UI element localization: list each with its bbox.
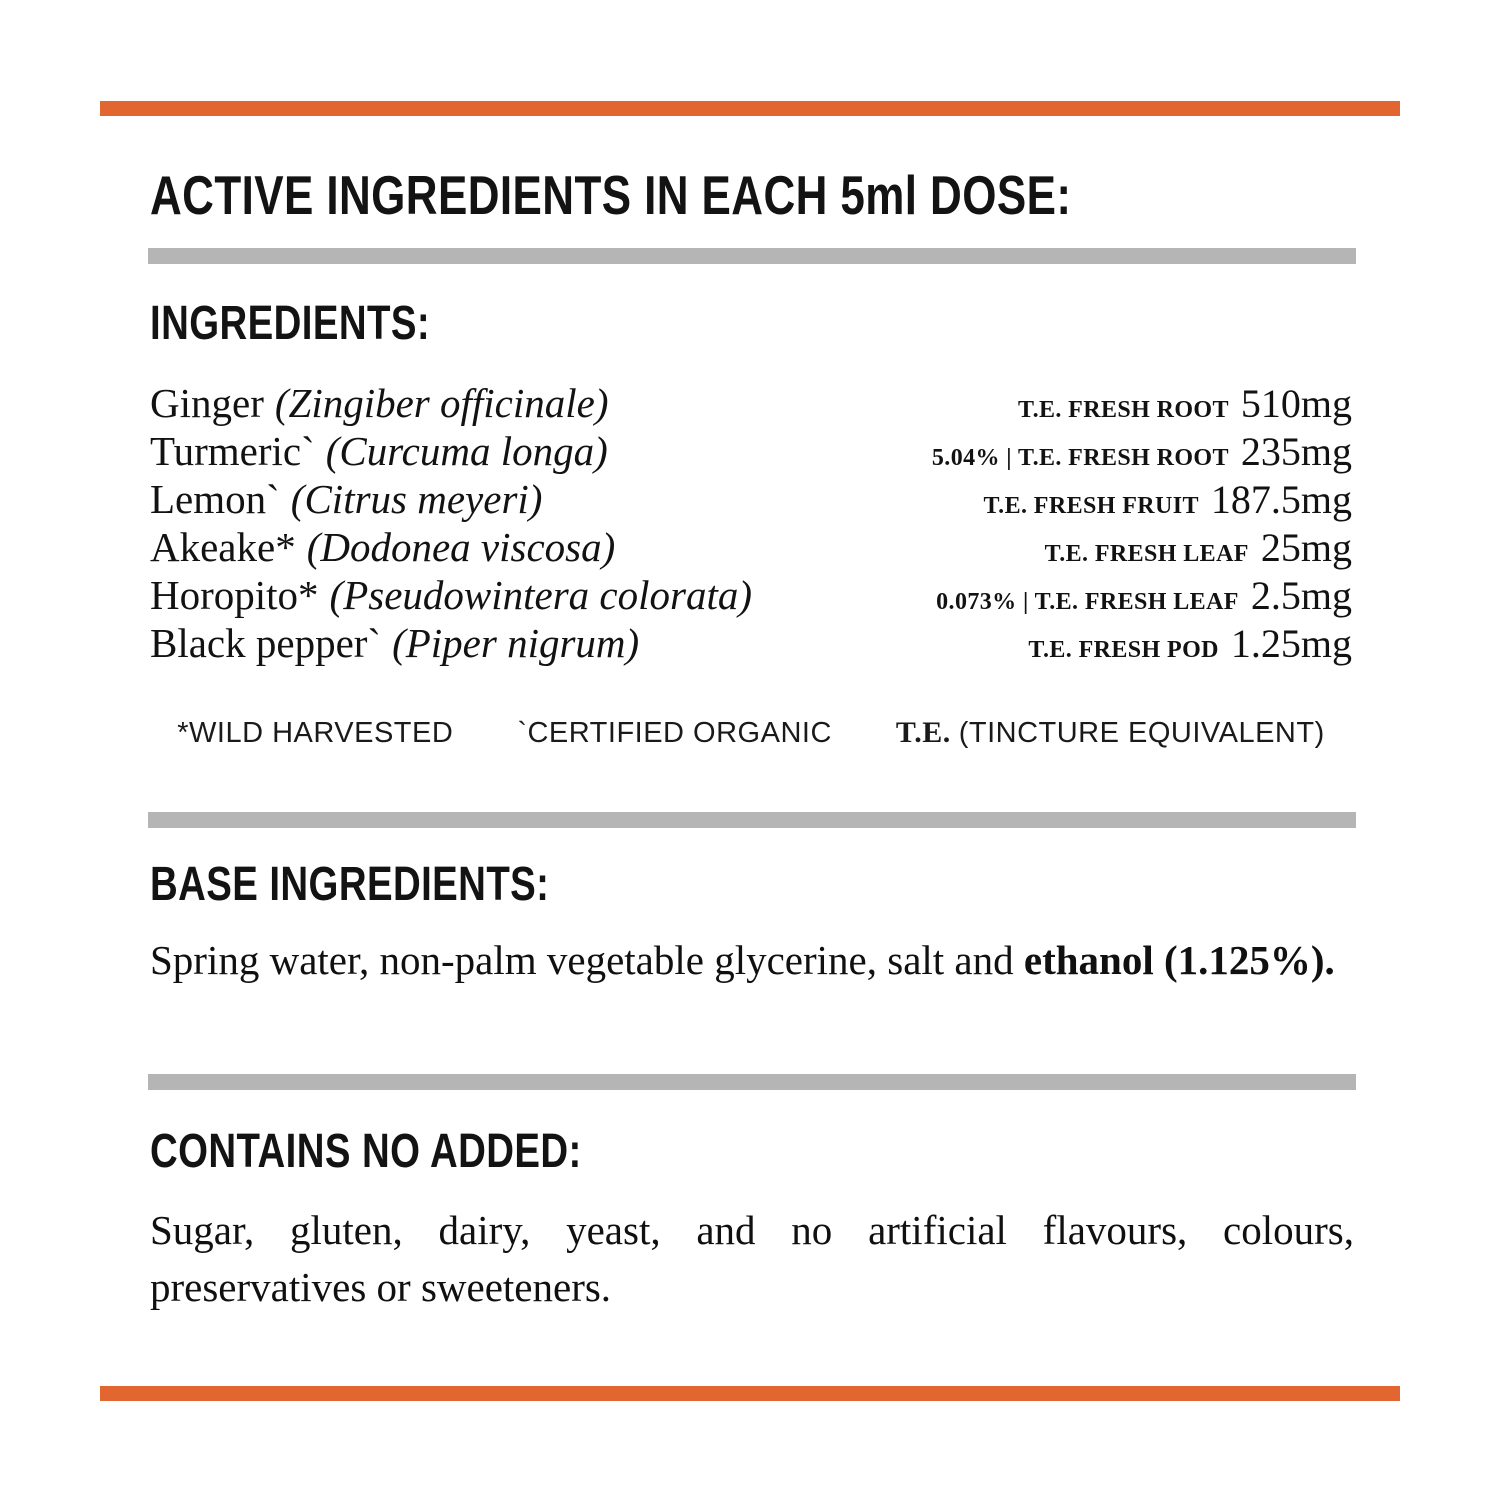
ingredient-amount: 510mg <box>1240 381 1352 426</box>
ingredient-value <box>936 572 1352 619</box>
ingredient-common-name: Black pepper` <box>150 620 382 666</box>
ingredient-equivalent-label: T.E. FRESH ROOT <box>1017 397 1229 423</box>
ingredient-name <box>150 379 609 427</box>
ingredient-name <box>150 571 752 619</box>
ingredient-amount: 1.25mg <box>1230 621 1352 666</box>
ingredient-common-name: Akeake* <box>150 524 296 570</box>
section-divider <box>148 248 1356 264</box>
ingredient-amount: 2.5mg <box>1250 573 1352 618</box>
ingredient-value <box>932 428 1352 475</box>
base-ingredients-title: BASE INGREDIENTS: <box>150 858 550 911</box>
contains-no-added-text: Sugar, gluten, dairy, yeast, and no artificial flavours, colours, preservatives or sweeteners. <box>150 1207 1354 1310</box>
contains-no-added-title: CONTAINS NO ADDED: <box>150 1125 582 1178</box>
ingredient-row-akeake <box>150 523 1352 571</box>
active-ingredients-title: ACTIVE INGREDIENTS IN EACH 5ml DOSE: <box>150 164 1072 226</box>
ingredient-botanical-name: (Dodonea viscosa) <box>306 524 616 570</box>
ingredient-row-ginger <box>150 379 1352 427</box>
ingredient-legend <box>150 716 1352 750</box>
legend-te-full: (TINCTURE EQUIVALENT) <box>958 717 1325 749</box>
legend-wild-harvested: *WILD HARVESTED <box>177 717 454 749</box>
ingredients-title: INGREDIENTS: <box>150 297 431 350</box>
ingredient-name <box>150 619 639 667</box>
ingredient-equivalent-label: T.E. FRESH FRUIT <box>983 493 1199 519</box>
bottom-accent-bar <box>100 1386 1400 1401</box>
ingredient-row-turmeric <box>150 427 1352 475</box>
ingredient-list <box>150 379 1352 667</box>
section-divider <box>148 1074 1356 1090</box>
ingredient-botanical-name: (Pseudowintera colorata) <box>329 572 753 618</box>
ingredient-common-name: Lemon` <box>150 476 280 522</box>
legend-certified-organic: `CERTIFIED ORGANIC <box>517 717 832 749</box>
legend-tincture-equivalent <box>896 716 1325 750</box>
ingredient-row-lemon <box>150 475 1352 523</box>
ingredient-value <box>1018 380 1352 427</box>
top-accent-bar <box>100 101 1400 116</box>
ingredient-common-name: Ginger <box>150 380 264 426</box>
ingredient-equivalent-label: 0.073% | T.E. FRESH LEAF <box>936 589 1239 615</box>
ingredient-common-name: Horopito* <box>150 572 319 618</box>
legend-te-abbr: T.E. <box>895 716 951 749</box>
ingredient-equivalent-label: T.E. FRESH LEAF <box>1044 541 1249 567</box>
ingredient-name <box>150 475 542 523</box>
section-divider <box>148 812 1356 828</box>
ingredient-equivalent-label: 5.04% | T.E. FRESH ROOT <box>931 445 1229 471</box>
ingredient-name <box>150 523 615 571</box>
ingredient-amount: 187.5mg <box>1210 477 1352 522</box>
ingredient-name <box>150 427 608 475</box>
ingredient-botanical-name: (Curcuma longa) <box>325 428 608 474</box>
ingredient-row-horopito <box>150 571 1352 619</box>
ingredient-value <box>1028 620 1352 667</box>
base-ingredients-text <box>150 932 1354 989</box>
ingredient-amount: 235mg <box>1240 429 1352 474</box>
ingredient-equivalent-label: T.E. FRESH POD <box>1028 637 1219 663</box>
ingredient-botanical-name: (Piper nigrum) <box>392 620 640 666</box>
ingredient-value <box>1045 524 1352 571</box>
ingredient-botanical-name: (Zingiber officinale) <box>274 380 609 426</box>
ingredient-value <box>984 476 1352 523</box>
ingredient-botanical-name: (Citrus meyeri) <box>290 476 543 522</box>
ingredient-row-black-pepper <box>150 619 1352 667</box>
base-ingredients-regular: Spring water, non-palm vegetable glycerine, salt and <box>150 937 1024 983</box>
ingredient-amount: 25mg <box>1260 525 1352 570</box>
ingredient-common-name: Turmeric` <box>150 428 315 474</box>
base-ingredients-ethanol: ethanol (1.125%). <box>1023 937 1335 983</box>
